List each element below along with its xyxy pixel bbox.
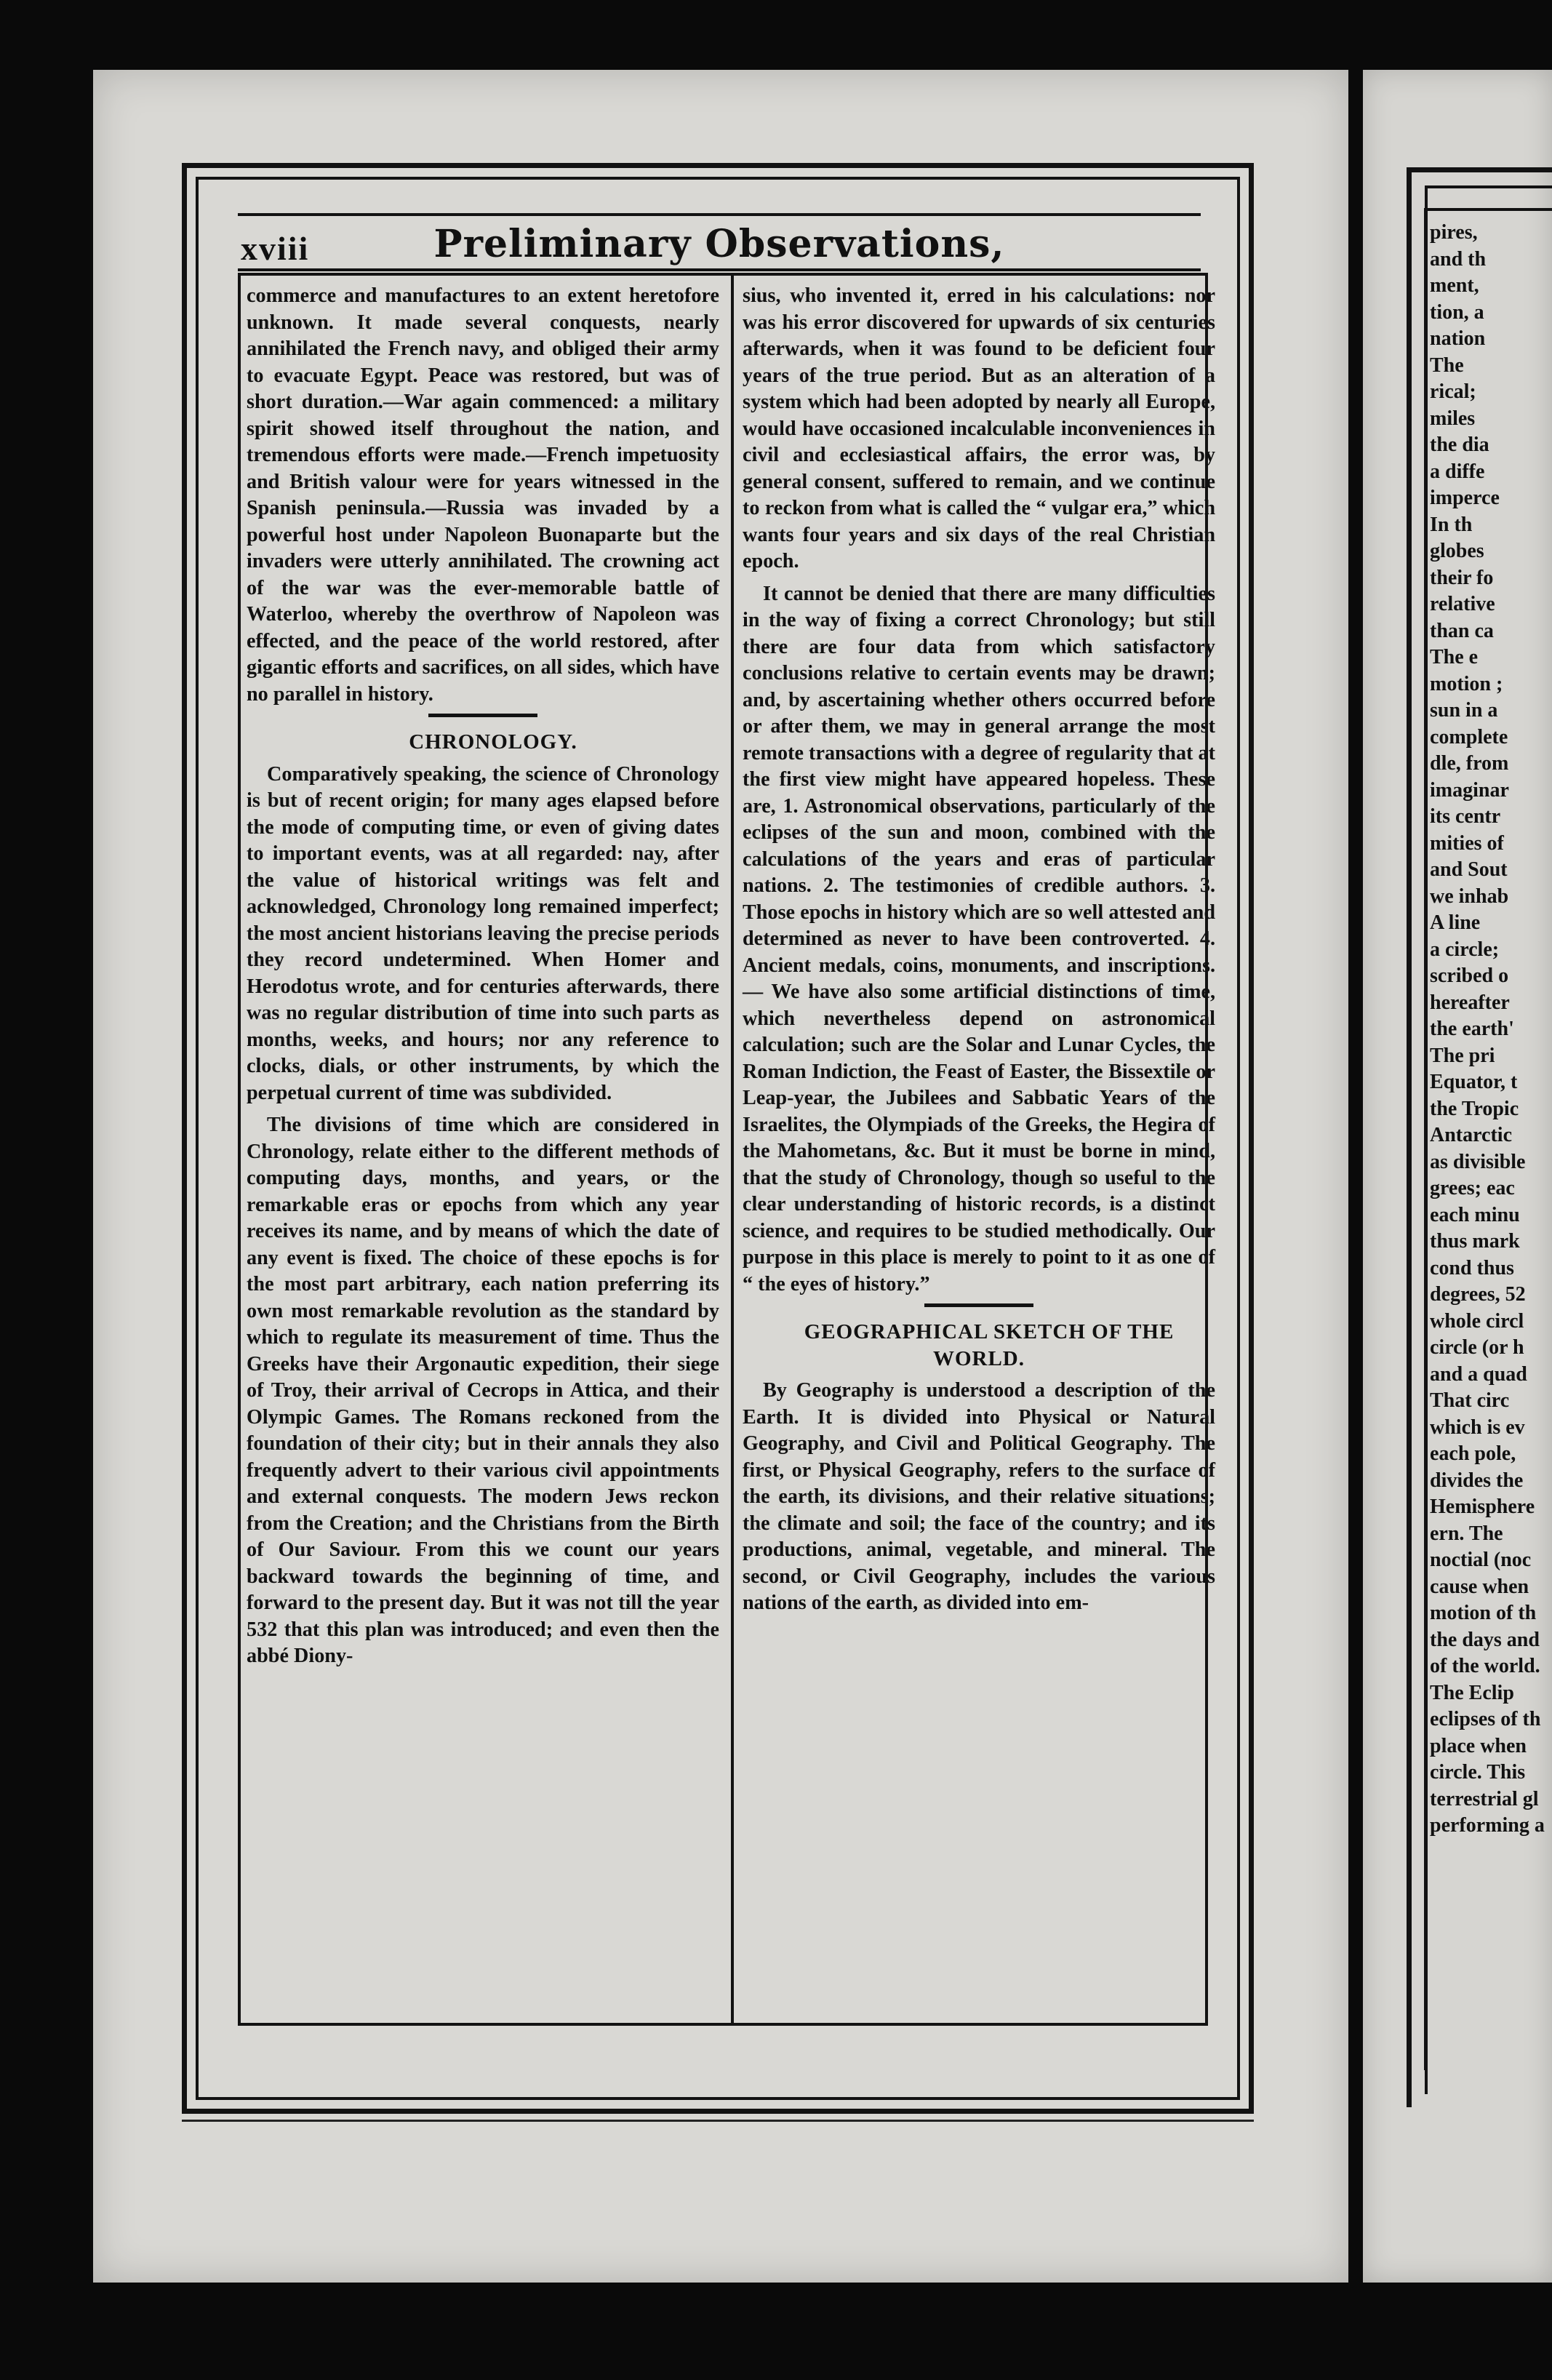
right-page-line: nation	[1430, 327, 1486, 350]
right-page-line: the dia	[1430, 434, 1489, 456]
right-page-line: Hemisphere	[1430, 1496, 1535, 1518]
right-page-line: its centr	[1430, 805, 1501, 828]
running-title: Preliminary Observations,	[433, 222, 1005, 266]
right-page-line: whole circl	[1430, 1309, 1524, 1333]
page-border-outer	[182, 163, 1254, 2114]
right-page-line: each pole,	[1430, 1442, 1516, 1465]
right-page-line: motion ;	[1430, 672, 1503, 695]
column-divider	[731, 276, 734, 2023]
right-page-text-fragments	[1430, 220, 1552, 1840]
right-page-line: their fo	[1430, 566, 1494, 589]
right-page-line: ern. The	[1430, 1522, 1503, 1545]
right-page-line: as divisible	[1430, 1150, 1526, 1173]
section-rule	[924, 1303, 1033, 1307]
right-page-line: complete	[1430, 725, 1508, 748]
right-page-line: imperce	[1430, 487, 1500, 509]
right-page-line: dle, from	[1430, 752, 1509, 775]
right-column	[743, 283, 1215, 2016]
right-page-header-rule	[1424, 208, 1552, 211]
right-page-line: Antarctic	[1430, 1124, 1512, 1146]
paragraph: It cannot be denied that there are many difficulties in the way of fixing a correct Chronology; but still there are four data from which satisfactory conclusions relative to certain events may be drawn; and, by ascertaining whether others occurred before or after them, we may in general arrange the most remote transactions with a degree of regularity that at the first view might have appeared hopeless. These are, 1. Astronomical observations, particularly of the eclipses of the sun and moon, combined with the calculations of the years and eras of particular nations. 2. The testimonies of credible authors. 3. Those epochs in history which are so well attested and determined as never to have been controverted. 4. Ancient medals, coins, monuments, and inscriptions. — We have also some artificial distinctions of time, which nevertheless depend on astronomical calculation; such are the Solar and Lunar Cycles, the Roman Indiction, the Feast of Easter, the Bissextile or Leap-year, the Jubilees and Sabbatic Years of the Israelites, the Olympiads of the Greeks, the Hegira of the Mahometans, &c. But it must be borne in mind, that the study of Chronology, though so useful to the clear understanding of historic records, is a distinct science, and requires to be studied methodically. Our purpose in this place is merely to point to it as one of “ the eyes of history.”	[743, 582, 1215, 1295]
left-column	[247, 283, 719, 2016]
header-rule	[238, 268, 1201, 271]
right-page-line: each minu	[1430, 1203, 1520, 1226]
right-page-line: grees; eac	[1430, 1177, 1515, 1199]
right-page-line: The pri	[1430, 1044, 1495, 1067]
right-page-line: imaginar	[1430, 778, 1509, 802]
right-page-line: hereafter	[1430, 991, 1510, 1014]
right-page-line: the days and	[1430, 1628, 1540, 1651]
right-page-line: a diffe	[1430, 460, 1485, 483]
right-page-line: noctial (noc	[1430, 1549, 1532, 1571]
right-page-line: miles	[1430, 407, 1476, 430]
right-page-line: which is ev	[1430, 1415, 1525, 1439]
right-page-text-box-edge	[1424, 208, 1427, 2070]
right-page-line: pires,	[1430, 221, 1478, 244]
right-page-line: performing a	[1430, 1814, 1545, 1837]
right-page-line: cond thus	[1430, 1256, 1514, 1279]
paragraph: sius, who invented it, erred in his calculations: nor was his error discovered for upwards of six centuries afterwards, when it was found to be deficient four years of the true period. But as an alteration of a system which had been adopted by nearly all Europe, would have occasioned incalculable inconveniences in civil and ecclesiastical affairs, the error was, by general consent, suffered to remain, and we continue to reckon from what is called the “ vulgar era,” which wants four years and six days of the real Christian epoch.	[743, 284, 1215, 572]
right-page-line: place when	[1430, 1734, 1527, 1757]
section-rule	[428, 714, 537, 717]
section-title-chronology: CHRONOLOGY.	[409, 730, 577, 754]
right-page-line: The	[1430, 354, 1464, 377]
right-page-line: globes	[1430, 540, 1484, 562]
right-page-line: of the world.	[1430, 1655, 1540, 1677]
page-header	[238, 213, 1201, 265]
right-page-line: mities of	[1430, 831, 1504, 855]
right-page-line: rical;	[1430, 380, 1476, 403]
right-page-line: we inhab	[1430, 884, 1509, 908]
book-page-right	[1363, 70, 1552, 2283]
right-page-line: and th	[1430, 247, 1487, 271]
page-border-bottom-rule	[182, 2120, 1254, 2122]
right-page-line: than ca	[1430, 619, 1494, 642]
right-page-line: cause when	[1430, 1575, 1529, 1598]
right-page-line: circle. This	[1430, 1761, 1526, 1784]
paragraph: commerce and manufactures to an extent heretofore unknown. It made several conquests, nearly annihilated the French navy, and obliged their army to evacuate Egypt. Peace was restored, but was of short duration.—War again commenced: a military spirit showed itself throughout the nation, and tremendous efforts were made.—French impetuosity and British valour were for years witnessed in the Spanish peninsula.—Russia was invaded by a powerful host under Napoleon Buonaparte but the invaders were utterly annihilated. The crowning act of the war was the ever-memorable battle of Waterloo, whereby the overthrow of Napoleon was effected, and the peace of the world restored, after gigantic efforts and sacrifices, on all sides, which have no parallel in history.	[247, 284, 719, 706]
right-page-line: ment,	[1430, 274, 1479, 297]
right-page-line: Equator, t	[1430, 1071, 1518, 1093]
text-box	[238, 273, 1215, 2026]
right-page-line: relative	[1430, 593, 1495, 615]
paragraph: By Geography is understood a description of the Earth. It is divided into Physical or Natural Geography, and Civil and Political Geography. The first, or Physical Geography, refers to the surface of the earth, its divisions, and their relative situations; the climate and soil; the face of the country; and its productions, animal, vegetable, and mineral. The second, or Civil Geography, includes the various nations of the earth, as divided into em-	[743, 1379, 1215, 1614]
section-title-geography: GEOGRAPHICAL SKETCH OF THE WORLD.	[804, 1320, 1175, 1370]
right-page-line: divides the	[1430, 1469, 1524, 1492]
right-page-line: circle (or h	[1430, 1336, 1524, 1359]
right-page-line: The Eclip	[1430, 1681, 1514, 1704]
right-page-line: A line	[1430, 911, 1481, 934]
right-page-line: the earth'	[1430, 1018, 1514, 1040]
right-page-line: and a quad	[1430, 1362, 1527, 1386]
right-page-line: In th	[1430, 513, 1473, 536]
right-page-line: That circ	[1430, 1389, 1510, 1412]
page-number: xviii	[241, 230, 310, 267]
paragraph: The divisions of time which are considered in Chronology, relate either to the different methods of computing days, months, and years, or the remarkable eras or epochs from which any year receives its name, and by means of which the date of any event is fixed. The choice of these epochs is for the most part arbitrary, each nation preferring its own most remarkable revolution as the standard by which to regulate its measurement of time. Thus the Greeks have their Argonautic expedition, their siege of Troy, their arrival of Cecrops in Attica, and their Olympic Games. The Romans reckoned from the foundation of their city; but in their annals they also frequently advert to their various civil appointments and external conquests. The modern Jews reckon from the Creation; and the Christians from the Birth of Our Saviour. From this we count our years backward towards the beginning of time, and forward to the present day. But it was not till the year 532 that this plan was introduced; and even then the abbé Diony-	[247, 1114, 719, 1667]
right-page-line: scribed o	[1430, 965, 1509, 987]
right-page-line: thus mark	[1430, 1230, 1520, 1253]
right-page-line: and Sout	[1430, 858, 1508, 881]
right-page-line: degrees, 52	[1430, 1283, 1526, 1306]
right-page-line: tion, a	[1430, 300, 1484, 324]
right-page-line: The e	[1430, 646, 1479, 668]
right-page-line: a circle;	[1430, 938, 1500, 961]
right-page-line: terrestrial gl	[1430, 1787, 1539, 1810]
book-page-left	[93, 70, 1348, 2283]
right-page-line: the Tropic	[1430, 1097, 1519, 1120]
right-page-line: eclipses of th	[1430, 1708, 1541, 1730]
paragraph: Comparatively speaking, the science of Chronology is but of recent origin; for many ages elapsed before the mode of computing time, or even of giving dates to important events, was at all regarded: nay, after the value of historical writings was felt and acknowledged, Chronology long remained imperfect; the most ancient historians leaving the precise periods they record undetermined. When Homer and Herodotus wrote, and for centuries afterwards, there was no regular distribution of time into such parts as months, weeks, and hours; nor any reference to clocks, dials, or other instruments, by which the perpetual current of time was subdivided.	[247, 762, 719, 1104]
right-page-line: sun in a	[1430, 699, 1498, 722]
right-page-line: motion of th	[1430, 1602, 1537, 1624]
